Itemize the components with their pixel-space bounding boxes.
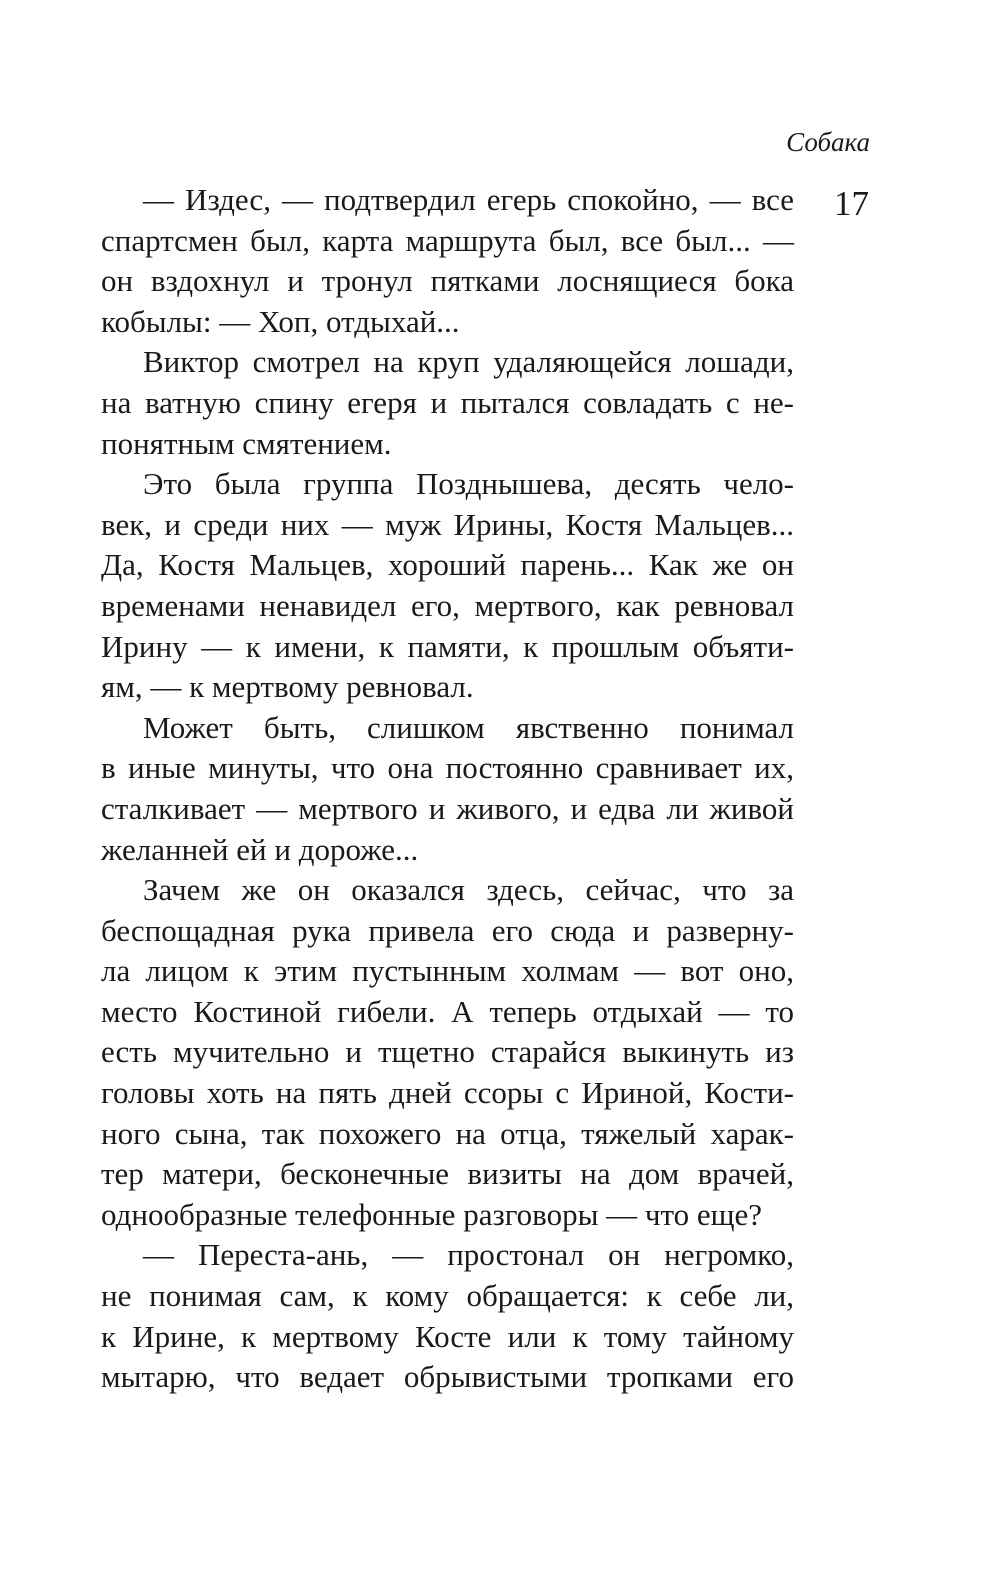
paragraph-4-line-2: в иные минуты, что она постоянно сравнивает их, [101,750,794,786]
paragraph-5-line-3: ла лицом к этим пустынным холмам — вот оно, [101,953,794,989]
paragraph-5-line-4: место Костиной гибели. А теперь отдыхай — то [101,993,794,1029]
paragraph-3-line-1: Это была группа Позднышева, десять чело- [143,466,794,502]
paragraph-5-line-7: ного сына, так похожего на отца, тяжелый харак- [101,1115,794,1151]
paragraph-4-line-3: сталкивает — мертвого и живого, и едва ли живой [101,790,794,826]
paragraph-4-line-1: Может быть, слишком явственно понимал [143,709,794,745]
paragraph-5-line-8: тер матери, бесконечные визиты на дом врачей, [101,1156,794,1192]
paragraph-3-line-2: век, и среди них — муж Ирины, Костя Мальцев... [101,506,794,542]
paragraph-3-line-5: Ирину — к имени, к памяти, к прошлым объяти- [101,628,794,664]
body-text [101,180,794,1398]
paragraph-3-line-6: ям, — к мертвому ревновал. [101,669,474,705]
paragraph-2-line-1: Виктор смотрел на круп удаляющейся лошади, [143,344,794,380]
paragraph-6-line-1: — Переста-ань, — простонал он негромко, [143,1237,794,1273]
paragraph-2-line-3: понятным смятением. [101,425,392,461]
paragraph-5-line-9: однообразные телефонные разговоры — что еще? [101,1196,763,1232]
paragraph-6-line-2: не понимая сам, к кому обращается: к себе ли, [101,1278,794,1314]
paragraph-5-line-5: есть мучительно и тщетно старайся выкинуть из [101,1034,794,1070]
paragraph-1-line-3: он вздохнул и тронул пятками лоснящиеся бока [101,263,794,299]
paragraph-1-line-4: кобылы: — Хоп, отдыхай... [101,303,460,339]
paragraph-5-line-1: Зачем же он оказался здесь, сейчас, что за [143,872,794,908]
paragraph-6-line-3: к Ирине, к мертвому Косте или к тому тайному [101,1318,794,1354]
running-head: Собака [786,127,870,157]
paragraph-1-line-2: спартсмен был, карта маршрута был, все был... — [101,222,794,258]
paragraph-3-line-3: Да, Костя Мальцев, хороший парень... Как же он [101,547,794,583]
paragraph-2-line-2: на ватную спину егеря и пытался совладать с не- [101,384,794,420]
paragraph-5-line-2: беспощадная рука привела его сюда и разверну- [101,912,794,948]
paragraph-5-line-6: головы хоть на пять дней ссоры с Ириной, Кости- [101,1075,794,1111]
page-number: 17 [834,184,869,223]
paragraph-6-line-4: мытарю, что ведает обрывистыми тропками его [101,1359,794,1395]
paragraph-1-line-1: — Издес, — подтвердил егерь спокойно, — все [143,182,794,217]
paragraph-4-line-4: желанней ей и дороже... [101,831,419,867]
paragraph-3-line-4: временами ненавидел его, мертвого, как ревновал [101,587,794,623]
